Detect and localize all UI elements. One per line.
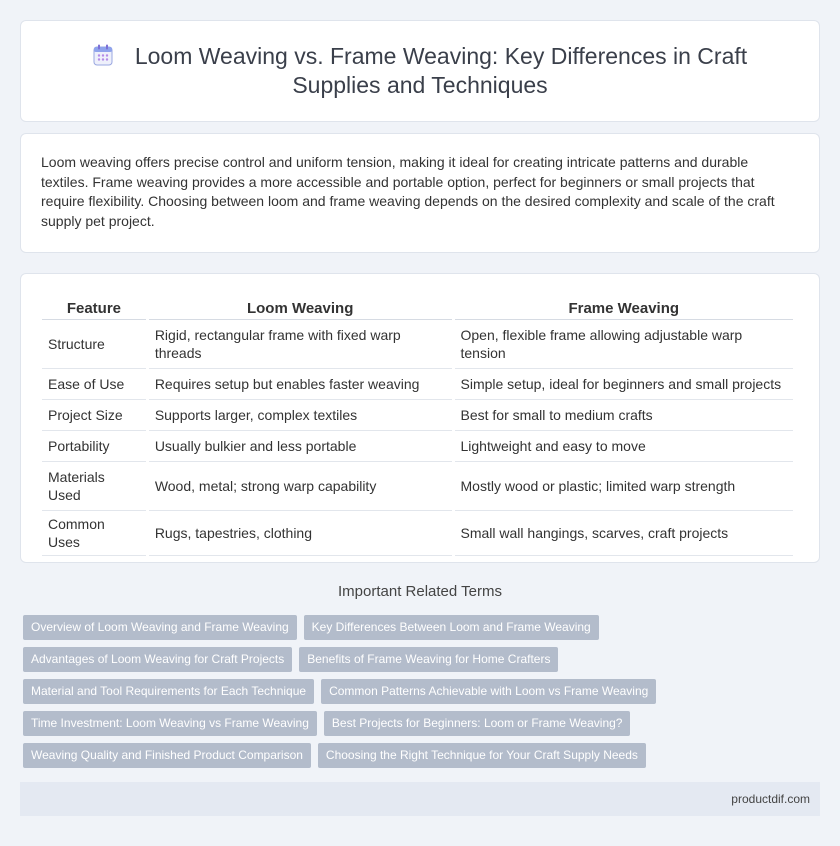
footer-site-link[interactable]: productdif.com — [731, 792, 810, 806]
loom-cell: Rigid, rectangular frame with fixed warp threads — [149, 320, 452, 369]
frame-cell: Open, flexible frame allowing adjustable warp tension — [455, 320, 794, 369]
tag-row — [23, 647, 823, 672]
tag-row — [23, 711, 823, 736]
table-row — [42, 320, 793, 369]
table-header-row — [42, 294, 793, 320]
related-term-tag[interactable]: Time Investment: Loom Weaving vs Frame Weaving — [23, 711, 317, 736]
feature-cell: Structure — [42, 320, 146, 369]
related-term-tag[interactable]: Choosing the Right Technique for Your Craft Supply Needs — [318, 743, 646, 768]
table-row — [42, 431, 793, 462]
related-term-tag[interactable]: Overview of Loom Weaving and Frame Weaving — [23, 615, 297, 640]
frame-cell: Mostly wood or plastic; limited warp strength — [455, 462, 794, 511]
feature-cell: Common Uses — [42, 511, 146, 556]
related-term-tag[interactable]: Material and Tool Requirements for Each Technique — [23, 679, 314, 704]
comparison-table — [39, 294, 796, 556]
frame-cell: Lightweight and easy to move — [455, 431, 794, 462]
related-term-tag[interactable]: Advantages of Loom Weaving for Craft Projects — [23, 647, 292, 672]
tag-row — [23, 743, 823, 768]
frame-cell: Small wall hangings, scarves, craft projects — [455, 511, 794, 556]
frame-cell: Simple setup, ideal for beginners and small projects — [455, 369, 794, 400]
table-row — [42, 462, 793, 511]
intro-paragraph: Loom weaving offers precise control and uniform tension, making it ideal for creating intricate patterns and durable textiles. Frame weaving provides a more accessible and portable option, perfect for beginners or small projects that require flexibility. Choosing between loom and frame weaving depends on the desired complexity and scale of the craft supply pet project. — [41, 154, 775, 229]
loom-cell: Wood, metal; strong warp capability — [149, 462, 452, 511]
related-term-tag[interactable]: Best Projects for Beginners: Loom or Frame Weaving? — [324, 711, 631, 736]
feature-cell: Project Size — [42, 400, 146, 431]
page-title-wrap — [70, 42, 770, 100]
related-term-tag[interactable]: Key Differences Between Loom and Frame Weaving — [304, 615, 599, 640]
loom-cell: Requires setup but enables faster weaving — [149, 369, 452, 400]
table-row — [42, 511, 793, 556]
feature-cell: Materials Used — [42, 462, 146, 511]
frame-cell: Best for small to medium crafts — [455, 400, 794, 431]
tag-row — [23, 615, 823, 640]
header-loom-weaving: Loom Weaving — [149, 294, 452, 320]
page-title: Loom Weaving vs. Frame Weaving: Key Differences in Craft Supplies and Techniques — [134, 43, 748, 98]
related-terms-list — [23, 615, 823, 775]
related-terms-title: Important Related Terms — [338, 583, 502, 600]
table-row — [42, 369, 793, 400]
calendar-icon — [93, 44, 113, 66]
header-feature: Feature — [42, 294, 146, 320]
loom-cell: Usually bulkier and less portable — [149, 431, 452, 462]
loom-cell: Rugs, tapestries, clothing — [149, 511, 452, 556]
table-row — [42, 400, 793, 431]
footer — [20, 782, 820, 816]
feature-cell: Portability — [42, 431, 146, 462]
intro-card — [20, 133, 820, 253]
header-frame-weaving: Frame Weaving — [455, 294, 794, 320]
related-term-tag[interactable]: Weaving Quality and Finished Product Comparison — [23, 743, 311, 768]
tag-row — [23, 679, 823, 704]
related-term-tag[interactable]: Benefits of Frame Weaving for Home Crafters — [299, 647, 558, 672]
related-term-tag[interactable]: Common Patterns Achievable with Loom vs Frame Weaving — [321, 679, 656, 704]
comparison-card — [20, 273, 820, 563]
feature-cell: Ease of Use — [42, 369, 146, 400]
loom-cell: Supports larger, complex textiles — [149, 400, 452, 431]
title-card — [20, 20, 820, 122]
